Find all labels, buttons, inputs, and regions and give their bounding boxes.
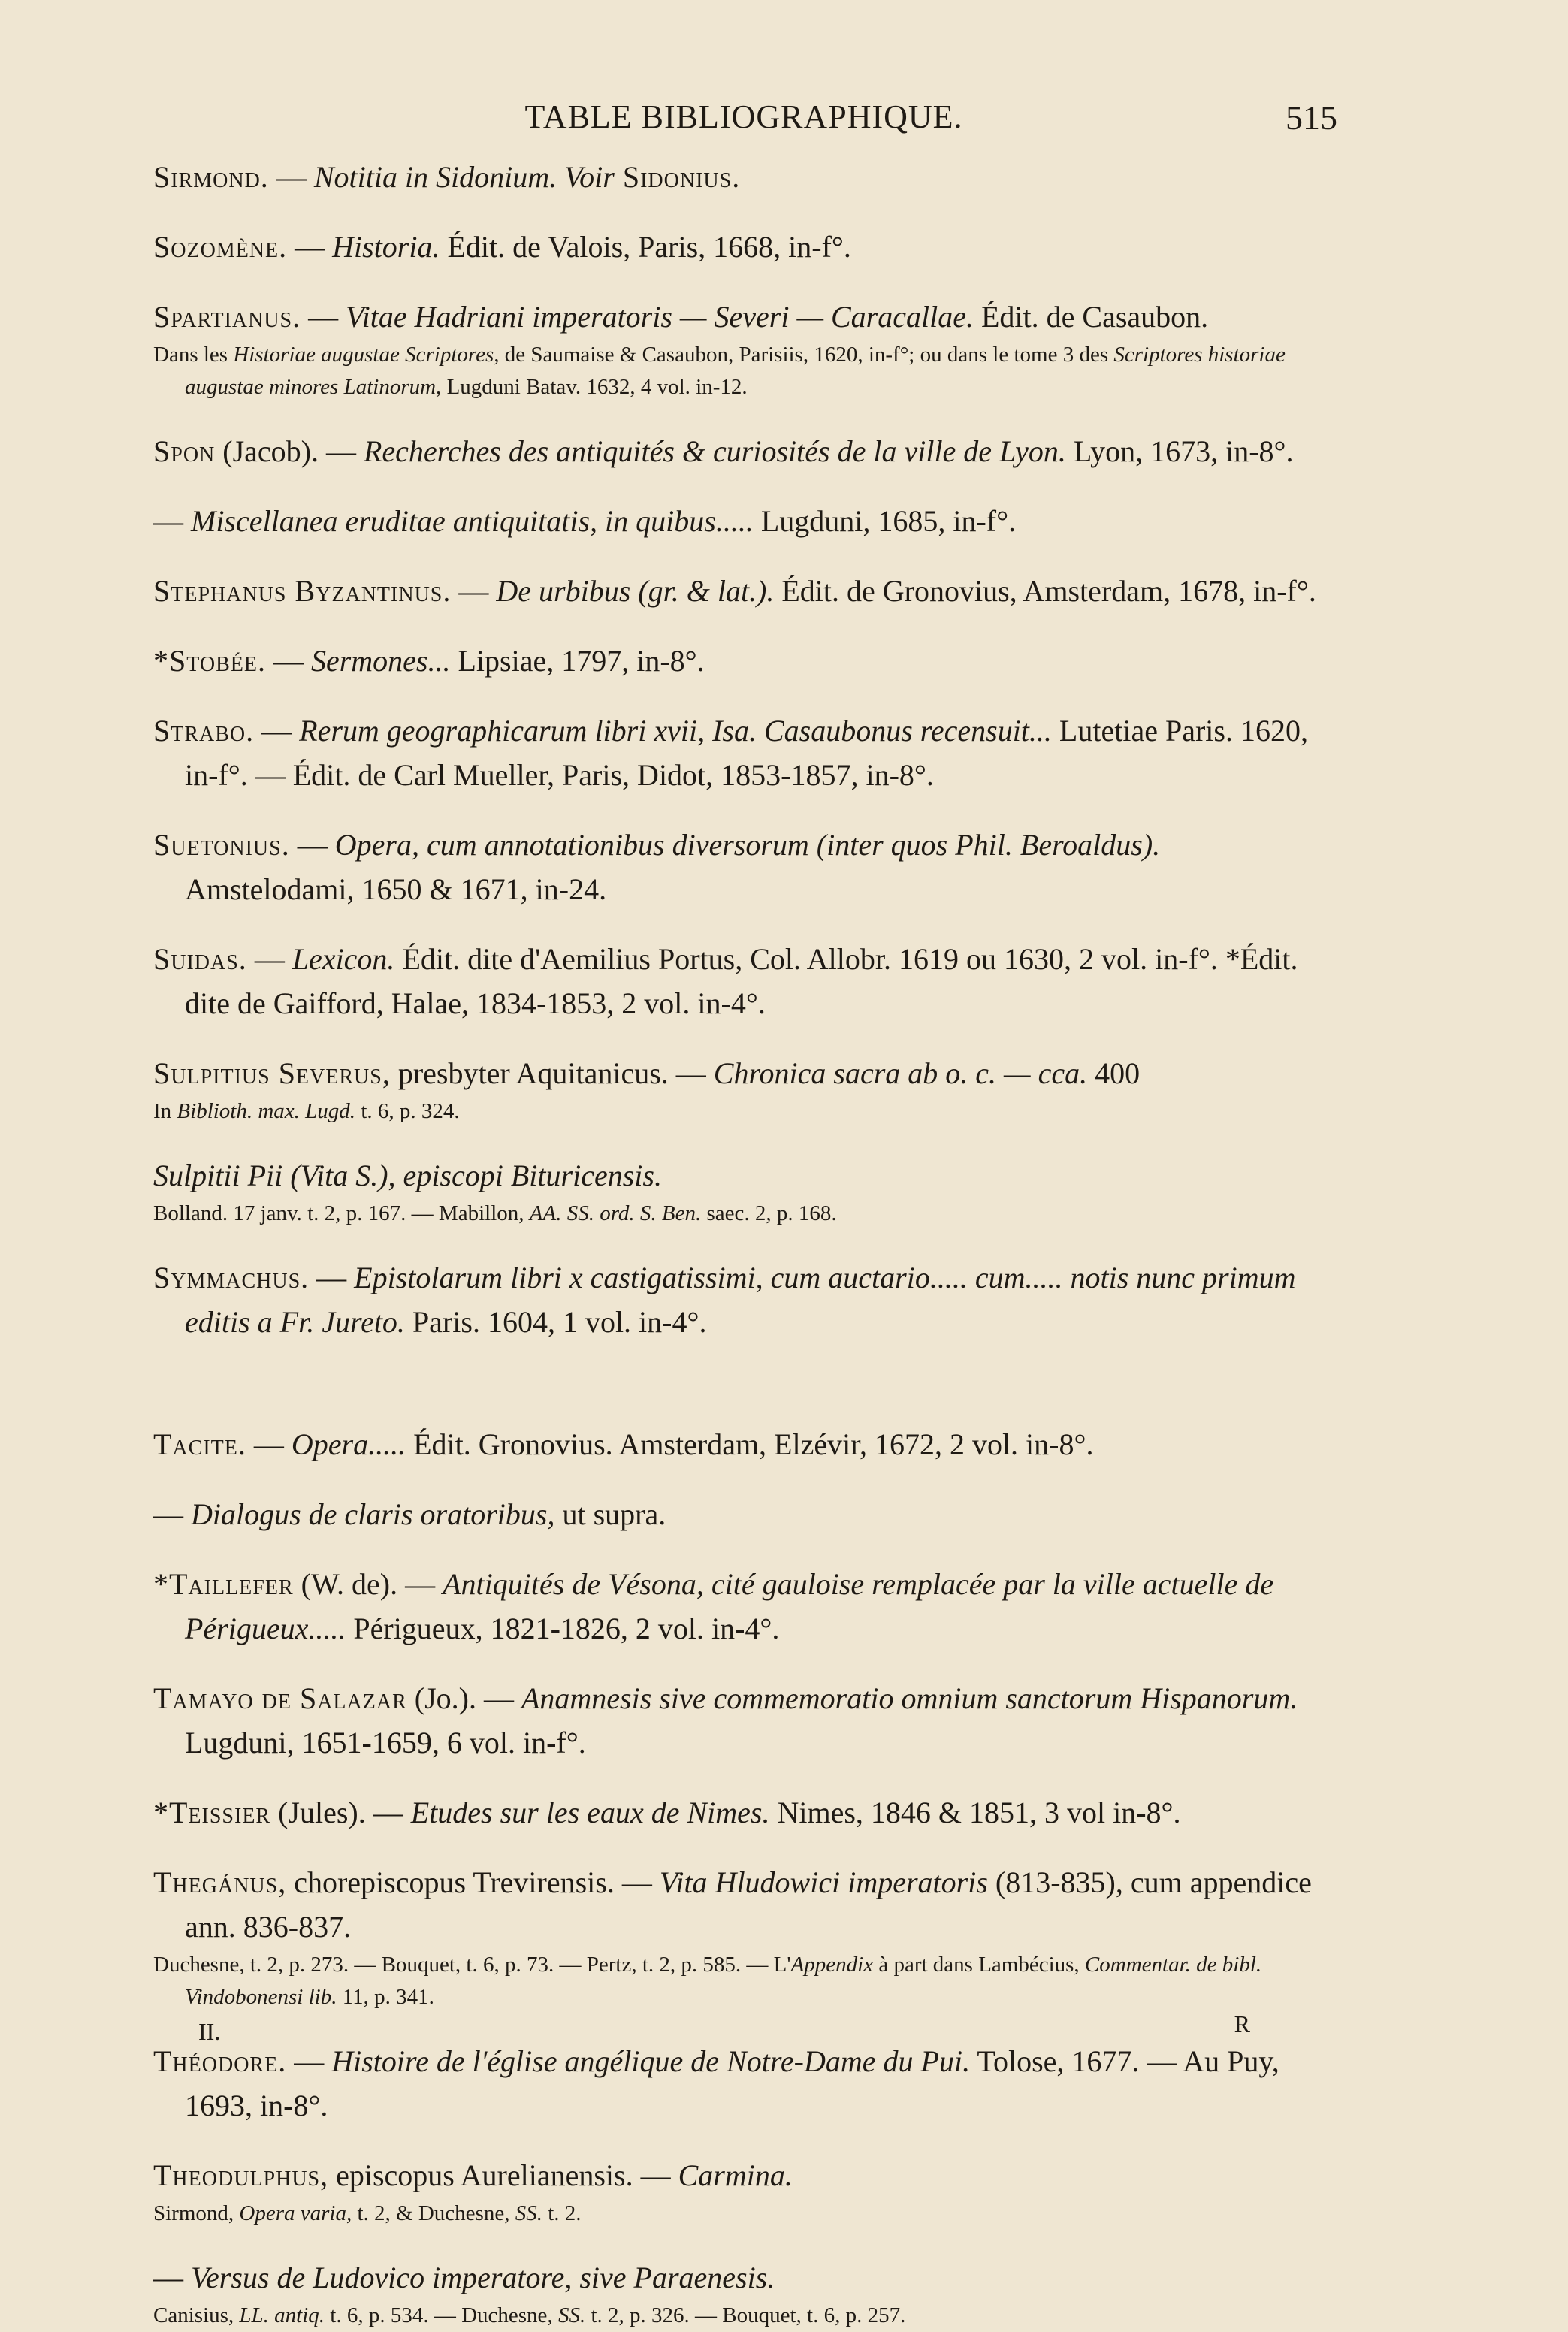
- work-title: Antiquités de Vésona, cité gauloise remplacée par la ville actuelle de Périgueux.....: [185, 1567, 1274, 1645]
- author: Thegánus,: [153, 1865, 287, 1899]
- page-number: 515: [1286, 98, 1337, 137]
- entry-stephanus: Stephanus Byzantinus. — De urbibus (gr. & lat.). Édit. de Gronovius, Amsterdam, 1678, in-f°.: [153, 574, 1316, 608]
- author: Sozomène.: [153, 230, 288, 264]
- work-title: Opera.....: [291, 1427, 406, 1461]
- work-title: Recherches des antiquités & curiosités de la ville de Lyon.: [363, 434, 1066, 468]
- note-sulpitii-pii: Bolland. 17 janv. t. 2, p. 167. — Mabillon, AA. SS. ord. S. Ben. saec. 2, p. 168.: [153, 1201, 837, 1225]
- entry-taillefer: *Taillefer (W. de). — Antiquités de Vésona, cité gauloise remplacée par la ville actuelle de Périgueux..... Périgueux, 1821-1826, 2 vol. in-4°.: [153, 1567, 1274, 1645]
- author: Théodore.: [153, 2044, 287, 2078]
- author: Strabo.: [153, 714, 255, 748]
- page-footer: [198, 2010, 1250, 2051]
- author: Sirmond.: [153, 160, 269, 194]
- author: Theodulphus,: [153, 2158, 329, 2192]
- entry-sulpitius-severus: Sulpitius Severus, presbyter Aquitanicus. — Chronica sacra ab o. c. — cca. 400: [153, 1056, 1141, 1090]
- entry-symmachus: Symmachus. — Epistolarum libri x castigatissimi, cum auctario..... cum..... notis nunc primum editis a Fr. Jureto. Paris. 1604, 1 vol. in-4°.: [153, 1261, 1296, 1339]
- entry-strabo: Strabo. — Rerum geographicarum libri xvii, Isa. Casaubonus recensuit... Lutetiae Paris. 1620, in-f°. — Édit. de Carl Mueller, Paris, Didot, 1853-1857, in-8°.: [153, 714, 1308, 792]
- author: Tamayo de Salazar: [153, 1681, 407, 1715]
- entry-tacite: Tacite. — Opera..... Édit. Gronovius. Amsterdam, Elzévir, 1672, 2 vol. in-8°.: [153, 1427, 1094, 1461]
- work-title: Etudes sur les eaux de Nimes.: [410, 1796, 770, 1829]
- entry-teissier: *Teissier (Jules). — Etudes sur les eaux de Nimes. Nimes, 1846 & 1851, 3 vol in-8°.: [153, 1796, 1181, 1829]
- entry-theodore: Théodore. — Histoire de l'église angélique de Notre-Dame du Pui. Tolose, 1677. — Au Puy, 1693, in-8°.: [153, 2044, 1279, 2122]
- work-title: Sermones...: [310, 644, 451, 678]
- entry-suetonius: Suetonius. — Opera, cum annotationibus diversorum (inter quos Phil. Beroaldus). Amstelodami, 1650 & 1671, in-24.: [153, 828, 1161, 906]
- work-title: Sulpitii Pii (Vita S.), episcopi Bituricensis.: [153, 1158, 662, 1192]
- entry-spon: Spon (Jacob). — Recherches des antiquités & curiosités de la ville de Lyon. Lyon, 1673, in-8°.: [153, 434, 1294, 468]
- entry-theodulphus-versus: — Versus de Ludovico imperatore, sive Paraenesis.: [153, 2261, 775, 2294]
- bibliography-list: [153, 155, 1334, 2332]
- work-title: De urbibus (gr. & lat.).: [496, 574, 775, 608]
- entry-theganus: Thegánus, chorepiscopus Trevirensis. — Vita Hludowici imperatoris (813-835), cum appendice ann. 836-837.: [153, 1865, 1312, 1944]
- page-title: TABLE BIBLIOGRAPHIQUE.: [524, 98, 963, 135]
- work-title: Notitia in Sidonium. Voir: [313, 160, 615, 194]
- entry-spon-miscellanea: — Miscellanea eruditae antiquitatis, in quibus..... Lugduni, 1685, in-f°.: [153, 504, 1017, 538]
- volume-number: II.: [198, 2018, 221, 2045]
- note-theodulphus: Sirmond, Opera varia, t. 2, & Duchesne, SS. t. 2.: [153, 2201, 582, 2225]
- work-title: Histoire de l'église angélique de Notre-Dame du Pui.: [331, 2044, 971, 2078]
- work-title: Vita Hludowici imperatoris: [659, 1865, 988, 1899]
- note-theodulphus-versus: Canisius, LL. antiq. t. 6, p. 534. — Duchesne, SS. t. 2, p. 326. — Bouquet, t. 6, p. 257.: [153, 2303, 906, 2327]
- work-title: Opera, cum annotationibus diversorum (inter quos Phil. Beroaldus).: [334, 828, 1161, 862]
- author: *Stobée.: [153, 644, 266, 678]
- author: Sulpitius Severus,: [153, 1056, 391, 1090]
- work-title: Vitae Hadriani imperatoris — Severi — Caracallae.: [346, 300, 974, 334]
- author: *Teissier: [153, 1796, 271, 1829]
- entry-stobee: *Stobée. — Sermones... Lipsiae, 1797, in-8°.: [153, 644, 705, 678]
- author: *Taillefer: [153, 1567, 294, 1601]
- work-title: Miscellanea eruditae antiquitatis, in quibus.....: [191, 504, 754, 538]
- entry-tacite-dialogus: — Dialogus de claris oratoribus, ut supra.: [153, 1497, 666, 1531]
- work-title: Lexicon.: [292, 942, 395, 976]
- author: Spon: [153, 434, 216, 468]
- note-theganus: Duchesne, t. 2, p. 273. — Bouquet, t. 6, p. 73. — Pertz, t. 2, p. 585. — L'Appendix à part dans Lambécius, Commentar. de bibl. Vindobonensi lib. 11, p. 341.: [153, 1953, 1262, 2009]
- work-title: Chronica sacra ab o. c. — cca.: [713, 1056, 1088, 1090]
- author: Suetonius.: [153, 828, 290, 862]
- entry-sozomene: Sozomène. — Historia. Édit. de Valois, Paris, 1668, in-f°.: [153, 230, 851, 264]
- note-spartianus: Dans les Historiae augustae Scriptores, de Saumaise & Casaubon, Parisiis, 1620, in-f°; ou dans le tome 3 des Scriptores historiae augustae minores Latinorum, Lugduni Batav. 1632, 4 vol. in-12.: [153, 343, 1286, 399]
- entry-suidas: Suidas. — Lexicon. Édit. dite d'Aemilius Portus, Col. Allobr. 1619 ou 1630, 2 vol. in-f°. *Édit. dite de Gaifford, Halae, 1834-1853, 2 vol. in-4°.: [153, 942, 1298, 1020]
- author: Spartianus.: [153, 300, 301, 334]
- work-title: Historia.: [332, 230, 440, 264]
- note-sulpitius-severus: In Biblioth. max. Lugd. t. 6, p. 324.: [153, 1099, 460, 1123]
- running-header: [150, 92, 1337, 137]
- signature-mark: R: [1234, 2010, 1250, 2037]
- author: Suidas.: [153, 942, 247, 976]
- work-title: Dialogus de claris oratoribus,: [191, 1497, 555, 1531]
- author: Stephanus Byzantinus.: [153, 574, 452, 608]
- work-title: Epistolarum libri x castigatissimi, cum auctario..... cum..... notis nunc primum editis a Fr. Jureto.: [185, 1261, 1296, 1339]
- work-title: Anamnesis sive commemoratio omnium sanctorum Hispanorum.: [521, 1681, 1298, 1715]
- work-title: Carmina.: [678, 2158, 793, 2192]
- author: Symmachus.: [153, 1261, 310, 1294]
- entry-theodulphus: Theodulphus, episcopus Aurelianensis. — Carmina.: [153, 2158, 793, 2192]
- entry-sulpitii-pii: [153, 1153, 1334, 1198]
- author: Tacite.: [153, 1427, 246, 1461]
- work-title: Rerum geographicarum libri xvii, Isa. Casaubonus recensuit...: [299, 714, 1052, 748]
- work-title: Versus de Ludovico imperatore, sive Paraenesis.: [191, 2261, 775, 2294]
- entry-sirmond: Sirmond. — Notitia in Sidonium. Voir Sidonius.: [153, 160, 741, 194]
- entry-tamayo: Tamayo de Salazar (Jo.). — Anamnesis sive commemoratio omnium sanctorum Hispanorum. Lugduni, 1651-1659, 6 vol. in-f°.: [153, 1681, 1298, 1760]
- entry-spartianus: Spartianus. — Vitae Hadriani imperatoris — Severi — Caracallae. Édit. de Casaubon.: [153, 300, 1209, 334]
